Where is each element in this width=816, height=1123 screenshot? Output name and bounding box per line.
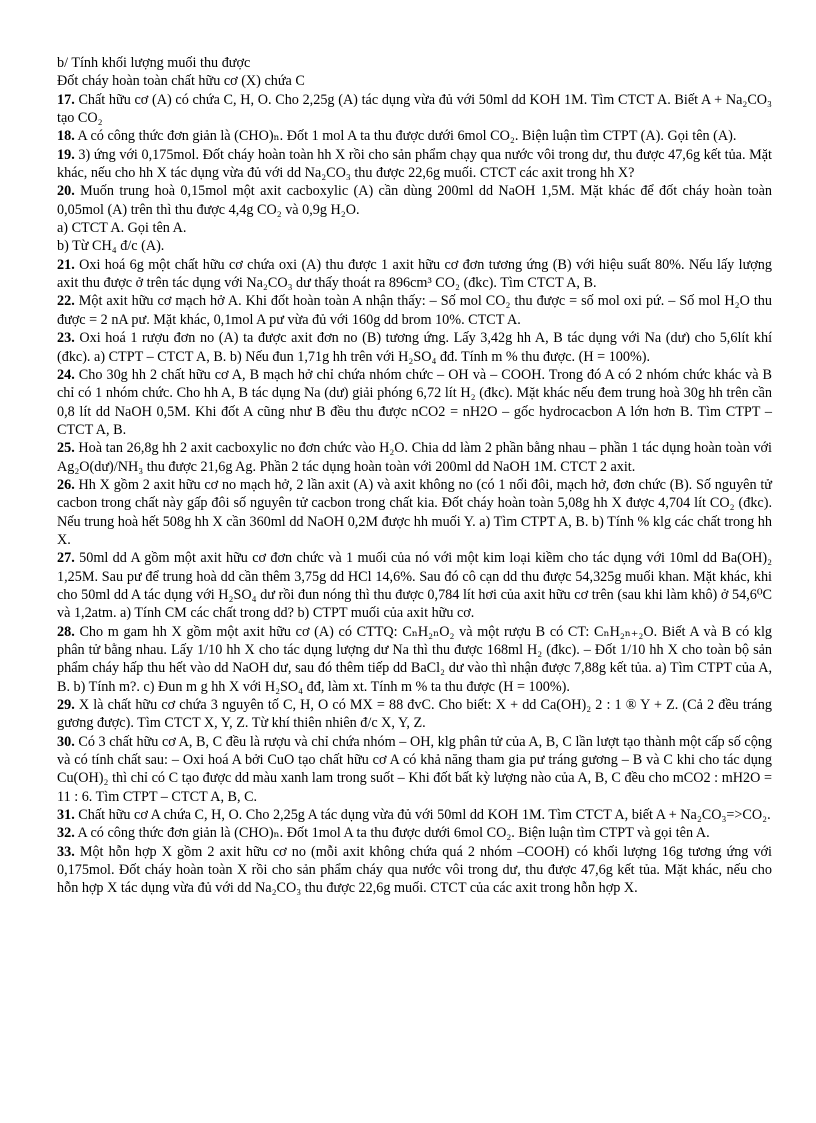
problem-number: 21.	[57, 256, 75, 273]
problem-number: 29.	[57, 697, 75, 714]
problem-number: 19.	[57, 146, 75, 163]
problem-19	[57, 146, 772, 183]
problem-27	[57, 549, 772, 622]
problem-number: 32.	[57, 825, 75, 842]
problem-text: Oxi hoá 1 rượu đơn no (A) ta được axit đơn no (B) tương ứng. Lấy 3,42g hh A, B tác dụng với Na (dư) cho 5,6lít khí (đkc). a) CTPT – CTCT A, B. b) Nếu đun 1,71g hh trên với H₂SO₄ đđ. Tính m % thu được. (H = 100%).	[57, 330, 773, 365]
problem-number: 25.	[57, 440, 75, 457]
problem-21	[57, 256, 772, 293]
problem-31	[57, 806, 772, 824]
problem-33	[57, 843, 772, 898]
problem-25	[57, 439, 772, 476]
problem-28	[57, 623, 772, 696]
problem-text: X là chất hữu cơ chứa 3 nguyên tố C, H, O có MX = 88 đvC. Cho biết: X + dd Ca(OH)₂ 2 : 1 ® Y + Z. (Cả 2 đều tráng gương được). Tìm CTCT X, Y, Z. Từ khí thiên nhiên đ/c X, Y, Z.	[57, 697, 772, 732]
problem-text: Hh X gồm 2 axit hữu cơ no mạch hở, 2 lần axit (A) và axit không no (có 1 nối đôi, mạch hở, đơn chức (B). Số nguyên tử cacbon trong chất này gấp đôi số nguyên tử cacbon trong chất kia. Đốt cháy hoàn toàn 5,08g hh X được 4,704 lít CO₂ (đkc). Nếu trung hoà hết 508g hh X cần 360ml dd NaOH 0,2M được hh muối Y. a) Tìm CTPT A, B. b) Tính % klg các chất trong hh X.	[57, 476, 772, 548]
problem-text: Hoà tan 26,8g hh 2 axit cacboxylic no đơn chức vào H₂O. Chia dd làm 2 phần bằng nhau – phần 1 tác dụng hoàn toàn với Ag₂O(dư)/NH₃ thu được 21,6g Ag. Phần 2 tác dụng hoàn toàn với 200ml dd NaOH 1M. CTCT 2 axit.	[57, 440, 773, 475]
problem-17	[57, 91, 772, 128]
problem-number: 31.	[57, 807, 75, 824]
problem-number: 33.	[57, 843, 75, 860]
problem-22	[57, 292, 772, 329]
problem-number: 30.	[57, 733, 75, 750]
intro-line-2: Đốt cháy hoàn toàn chất hữu cơ (X) chứa C	[57, 73, 305, 90]
problem-number: 27.	[57, 550, 75, 567]
problem-text: Chất hữu cơ A chứa C, H, O. Cho 2,25g A tác dụng vừa đủ với 50ml dd KOH 1M. Tìm CTCT A, biết A + Na₂CO₃=>CO₂.	[78, 807, 771, 824]
problem-30	[57, 733, 772, 806]
problem-text: Chất hữu cơ (A) có chứa C, H, O. Cho 2,25g (A) tác dụng vừa đủ với 50ml dd KOH 1M. Tìm CTCT A. Biết A + Na₂CO₃ tạo CO₂	[57, 91, 772, 127]
problem-text: Cho m gam hh X gồm một axit hữu cơ (A) có CTTQ: CₙH₂ₙO₂ và một rượu B có CT: CₙH₂ₙ₊₂O. Biết A và B có klg phân tử bằng nhau. Lấy 1/10 hh X cho tác dụng lượng dư Na thì thu được 168ml H₂ (đkc). – Đốt 1/10 hh X cho toàn bộ sản phẩm cháy hấp thu hết vào dd NaOH dư, sau đó thêm tiếp dd BaCl₂ dư vào thì nhận được 7,88g kết tủa. a) Tìm CTPT của A, B. b) Tính m?. c) Đun m g hh X với H₂SO₄ đđ, làm xt. Tính m % ta thu được (H = 100%).	[57, 623, 773, 695]
problem-29	[57, 696, 772, 733]
problem-number: 18.	[57, 128, 75, 145]
problem-number: 17.	[57, 91, 75, 108]
problem-text: A có công thức đơn giản là (CHO)ₙ. Đốt 1mol A ta thu được dưới 6mol CO₂. Biện luận tìm CTPT và gọi tên A.	[77, 825, 710, 842]
problem-text: Muốn trung hoà 0,15mol một axit cacboxylic (A) cần dùng 200ml dd NaOH 1,5M. Mặt khác để đốt cháy hoàn toàn 0,05mol (A) trên thì thu được 4,4g CO₂ và 0,9g H₂O.	[57, 183, 772, 218]
problem-number: 26.	[57, 476, 75, 493]
problem-text: Có 3 chất hữu cơ A, B, C đều là rượu và chỉ chứa nhóm – OH, klg phân tử của A, B, C lần lượt tạo thành một cấp số cộng và có tính chất sau: – Oxi hoá A bởi CuO tạo chất hữu cơ A có khả năng tham gia pư tráng gương – B và C khi cho tác dụng Cu(OH)₂ thì chỉ có C tạo được dd màu xanh lam trong suốt – Khi đốt bất kỳ lượng nào của A, B, C đều cho mCO2 : mH2O = 11 : 6. Tìm CTPT – CTCT A, B, C.	[57, 733, 772, 805]
problem-number: 22.	[57, 293, 75, 310]
problem-text: Một axit hữu cơ mạch hở A. Khi đốt hoàn toàn A nhận thấy: – Số mol CO₂ thu được = số mol oxi pứ. – Số mol H₂O thu được = 2 nA pư. Mặt khác, 0,1mol A pư vừa đủ với 160g dd brom 10%. CTCT A.	[57, 293, 772, 328]
problem-24	[57, 366, 772, 439]
problem-number: 23.	[57, 330, 75, 347]
problem-number: 28.	[57, 623, 75, 640]
problem-text: 50ml dd A gồm một axit hữu cơ đơn chức và 1 muối của nó với một kim loại kiềm cho tác dụng với 10ml dd Ba(OH)₂ 1,25M. Sau pư để trung hoà dd cần thêm 3,75g dd HCl 14,6%. Sau đó cô cạn dd thu được 54,325g muối khan. Mặt khác, khi cho 50ml dd A tác dụng với H₂SO₄ dư rồi đun nóng thì thu được 0,784 lít hơi của axit hữu cơ trên (sau khi làm khô) ở 54,6⁰C và 1,2atm. a) Tính CM các chất trong dd? b) CTPT muối của axit hữu cơ.	[57, 550, 773, 622]
problem-text: Một hỗn hợp X gồm 2 axit hữu cơ no (mỗi axit không chứa quá 2 nhóm –COOH) có khối lượng 16g tương ứng với 0,175mol. Đốt cháy hoàn toàn X rồi cho sản phẩm cháy qua nước vôi trong dư, thu được 47,6g kết tủa. Mặt khác, nếu cho hỗn hợp X tác dụng vừa đủ với dd Na₂CO₃ thu được 22,6g muối. CTCT của các axit trong hỗn hợp X.	[57, 843, 773, 897]
problem-text: A có công thức đơn giản là (CHO)ₙ. Đốt 1 mol A ta thu được dưới 6mol CO₂. Biện luận tìm CTPT (A). Gọi tên (A).	[77, 128, 737, 145]
problem-18	[57, 127, 772, 145]
problem-text: Cho 30g hh 2 chất hữu cơ A, B mạch hở chỉ chứa nhóm chức – OH và – COOH. Trong đó A có 2 nhóm chức khác và B chỉ có 1 nhóm chức. Cho hh A, B tác dụng Na (dư) giải phóng 6,72 lít H₂ (đkc). Mặt khác nếu đem trung hoà 30g hh trên cần 0,8 lít dd NaOH 0,5M. Khi đốt A cũng như B đều thu được nCO2 = nH2O – gốc hydrocacbon A lớn hơn B. Tìm CTPT – CTCT A, B.	[57, 366, 772, 438]
problem-20-sub-a: a) CTCT A. Gọi tên A.	[57, 220, 187, 237]
problem-text: 3) ứng với 0,175mol. Đốt cháy hoàn toàn hh X rồi cho sản phẩm chạy qua nước vôi trong dư, thu được 47,6g kết tủa. Mặt khác, nếu cho hh X tác dụng vừa đủ với dd Na₂CO₃ thu được 22,6g muối. CTCT các axit trong hh X?	[57, 146, 772, 182]
problem-number: 20.	[57, 183, 75, 200]
problem-20	[57, 182, 772, 219]
problem-text: Oxi hoá 6g một chất hữu cơ chứa oxi (A) thu được 1 axit hữu cơ đơn tương ứng (B) với hiệu suất 80%. Nếu lấy lượng axit thu được ở trên tác dụng với Na₂CO₃ dư thấy thoát ra 896cm³ CO₂ (đkc). Tìm CTCT A, B.	[57, 256, 772, 292]
problem-number: 24.	[57, 366, 75, 383]
problem-26	[57, 476, 772, 549]
intro-line-1: b/ Tính khối lượng muối thu được	[57, 55, 251, 71]
problem-23	[57, 329, 772, 366]
problem-20-sub-b: b) Từ CH₄ đ/c (A).	[57, 238, 165, 255]
problem-32	[57, 824, 772, 842]
